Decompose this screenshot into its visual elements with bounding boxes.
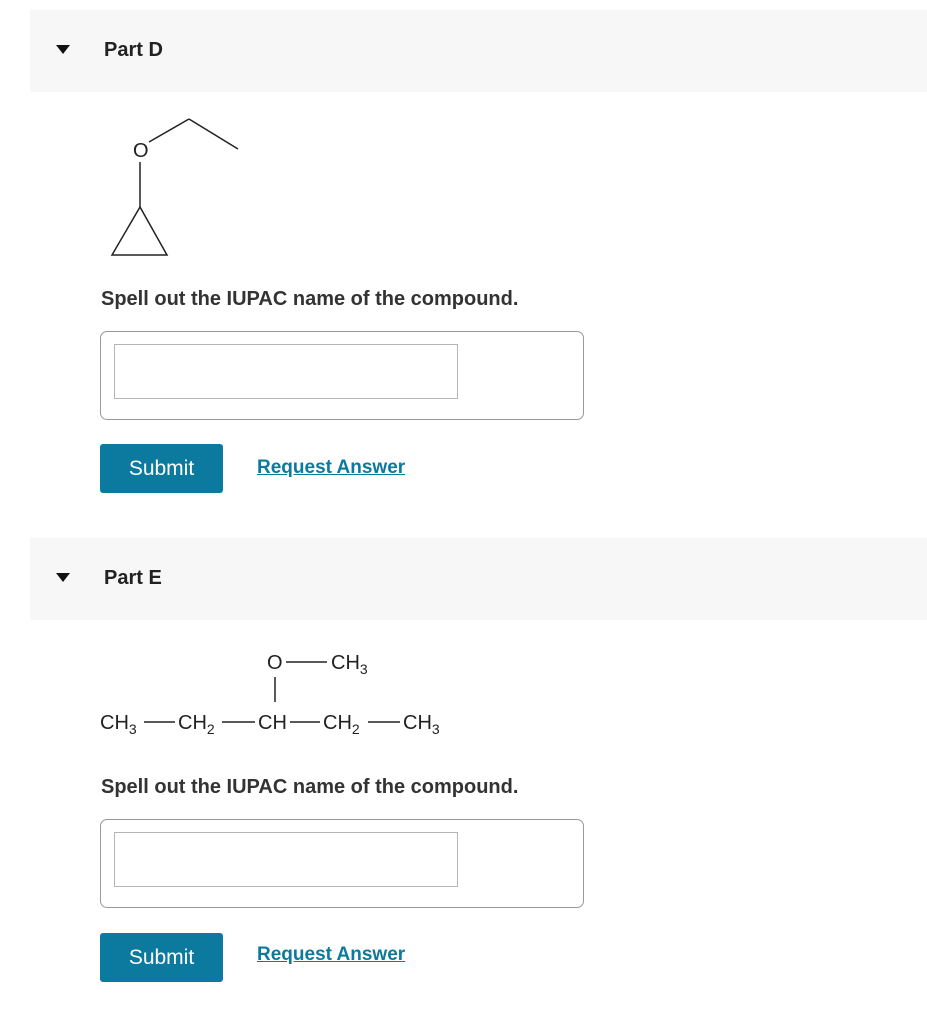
oxygen-atom-label: O [133, 140, 149, 162]
chain-group-2: $CH_2$ [178, 712, 215, 737]
chain-group-5: $CH_3$ [403, 712, 440, 737]
methoxy-ch-label: $CH_3$ [331, 652, 368, 677]
part-d-header[interactable] [30, 10, 927, 92]
submit-button[interactable]: Submit [100, 933, 223, 982]
chain-group-4: $CH_2$ [323, 712, 360, 737]
iupac-name-input[interactable] [114, 832, 458, 887]
structure-condensed-diagram [100, 640, 500, 740]
answer-box [100, 819, 584, 908]
request-answer-link[interactable]: Request Answer [257, 944, 406, 965]
part-title: Part E [104, 567, 162, 589]
request-answer-link[interactable]: Request Answer [257, 457, 406, 478]
submit-button[interactable]: Submit [100, 444, 223, 493]
answer-box [100, 331, 584, 420]
oxygen-atom-label: O [267, 652, 283, 674]
collapse-triangle-icon[interactable] [56, 573, 70, 582]
bond-ch2-ch3 [189, 119, 238, 149]
question-prompt: Spell out the IUPAC name of the compound. [101, 776, 519, 798]
chain-group-3: CH [258, 712, 287, 734]
question-prompt: Spell out the IUPAC name of the compound. [101, 288, 519, 310]
part-d-section [0, 10, 927, 510]
bond-o-ch2 [149, 119, 189, 142]
cyclopropane-ring [112, 207, 167, 255]
part-e-header[interactable] [30, 538, 927, 620]
part-title: Part D [104, 39, 163, 61]
collapse-triangle-icon[interactable] [56, 45, 70, 54]
part-e-section [0, 538, 927, 1008]
structure-skeletal-diagram [100, 112, 250, 272]
chain-group-1: $CH_3$ [100, 712, 137, 737]
iupac-name-input[interactable] [114, 344, 458, 399]
